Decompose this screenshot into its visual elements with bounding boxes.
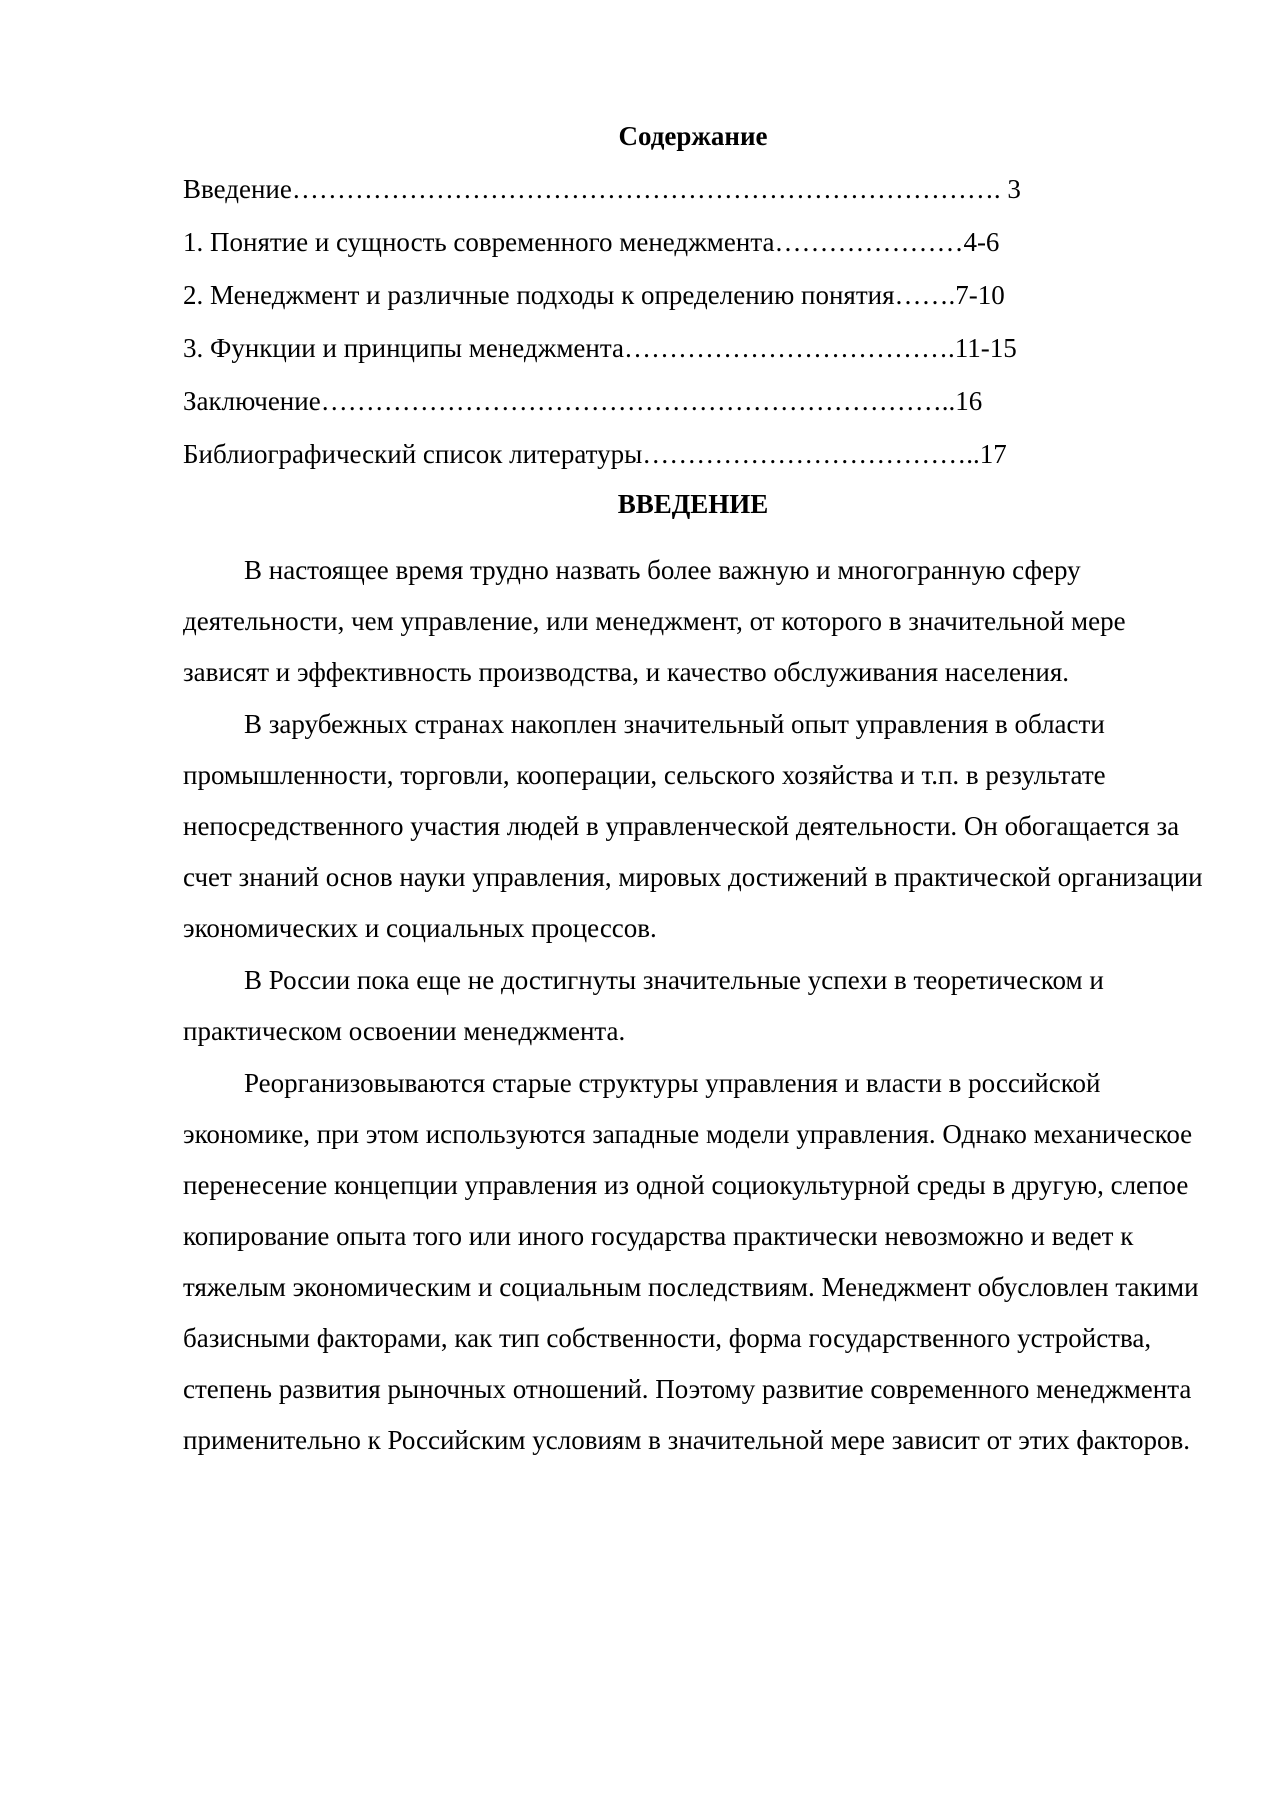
intro-title-text: ВВЕДЕНИЕ: [617, 489, 769, 519]
intro-paragraph-text: В настоящее время трудно назвать более важную и многогранную сферу деятельности, чем управление, или менеджмент, от которого в значительной мере зависят и эффективность производства, и качество обслуживания населения.: [183, 555, 1126, 687]
toc-entry-chapter-2: 2. Менеджмент и различные подходы к определению понятия…….7-10: [183, 280, 1005, 310]
toc-entry-introduction: Введение……………………………………………………………………. 3: [183, 174, 1021, 204]
intro-paragraph: [183, 1058, 1203, 1466]
toc-title: [183, 117, 1203, 155]
intro-paragraph-text: В зарубежных странах накоплен значительный опыт управления в области промышленности, торговли, кооперации, сельского хозяйства и т.п. в результате непосредственного участия людей в управленческой деятельности. Он обогащается за счет знаний основ науки управления, мировых достижений в практической организации экономических и социальных процессов.: [183, 709, 1203, 943]
intro-paragraph: [183, 545, 1203, 698]
toc-entry-chapter-3: 3. Функции и принципы менеджмента……………………………….11-15: [183, 333, 1017, 363]
toc-entry-conclusion: Заключение……………………………………………………………..16: [183, 386, 983, 416]
intro-title: [183, 485, 1203, 535]
intro-paragraph-text: Реорганизовываются старые структуры управления и власти в российской экономике, при этом используются западные модели управления. Однако механическое перенесение концепции управления из одной социокультурной среды в другую, слепое копирование опыта того или иного государства практически невозможно и ведет к тяжелым экономическим и социальным последствиям. Менеджмент обусловлен такими базисными факторами, как тип собственности, форма государственного устройства, степень развития рыночных отношений. Поэтому развитие современного менеджмента применительно к Российским условиям в значительной мере зависит от этих факторов.: [183, 1068, 1199, 1455]
toc-entry-bibliography: Библиографический список литературы………………………………..17: [183, 439, 1007, 469]
intro-paragraph: [183, 955, 1203, 1057]
document-content: [183, 117, 1203, 1467]
intro-paragraph-text: В России пока еще не достигнуты значительные успехи в теоретическом и практическом освоении менеджмента.: [183, 965, 1104, 1046]
toc-title-text: Содержание: [618, 121, 768, 151]
intro-paragraph: [183, 699, 1203, 954]
toc-entry-chapter-1: 1. Понятие и сущность современного менеджмента…………………4-6: [183, 227, 1000, 257]
